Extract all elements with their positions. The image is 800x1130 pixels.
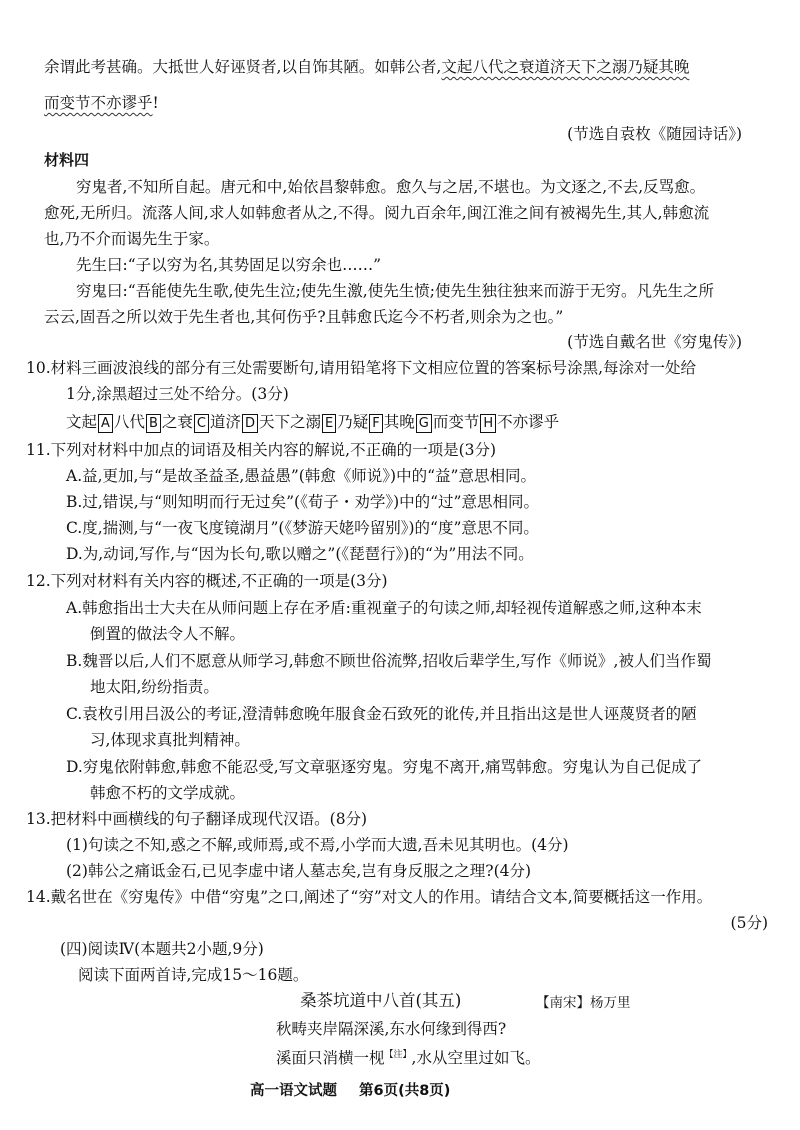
- q12-option-d-l2: 韩愈不朽的文学成就。: [90, 784, 246, 802]
- q12-option-b-l1: B.魏晋以后,人们不愿意从师学习,韩愈不顾世俗流弊,招收后辈学生,写作《师说》,被人们当作蜀: [66, 652, 712, 670]
- q11-option-c: C.度,揣测,与“一夜飞度镜湖月”(《梦游天姥吟留别》)的“度”意思不同。: [66, 519, 539, 537]
- answer-box-a[interactable]: A: [98, 414, 113, 433]
- material4-p3-l2: 云云,固吾之所以效于先生者也,其何伤乎?且韩愈氏迄今不朽者,则余为之也。”: [44, 308, 564, 326]
- q13-sentence-1: (1)句读之不知,惑之不解,或师焉,或不焉,小学而大遗,吾未见其明也。(4分): [66, 836, 569, 854]
- footer-exam-name: 高一语文试题: [250, 1083, 337, 1099]
- poem-line-2: 溪面只消横一枧$^{【注】}$,水从空里过如飞。: [276, 1049, 541, 1068]
- q13-stem: 13.把材料中画横线的句子翻译成现代汉语。(8分): [26, 810, 368, 828]
- q12-stem: 12.下列对材料有关内容的概述,不正确的一项是(3分): [26, 572, 388, 590]
- material4-p1-l1: 穷鬼者,不知所自起。唐元和中,始依昌黎韩愈。愈久与之居,不堪也。为文逐之,不去,反骂愈。: [76, 178, 706, 196]
- q11-stem: 11.下列对材料中加点的词语及相关内容的解说,不正确的一项是(3分): [26, 441, 497, 459]
- q13-sentence-2: (2)韩公之痛诋金石,已见李虚中诸人墓志矣,岂有身反服之之理?(4分): [66, 862, 532, 880]
- wavy-line-part2: 而变节不亦谬乎: [44, 94, 153, 112]
- q10-answer-row: 文起 A 八代 B 之衰 C 道济 D 天下之溺 E 乃疑 F 其晚 G 而变节 H 不亦谬乎: [66, 413, 560, 431]
- wavy-line-part1: 文起八代之衰道济天下之溺乃疑其晚: [441, 58, 690, 76]
- q11-option-b: B.过,错误,与“则知明而行无过矣”(《荀子・劝学》)中的“过”意思相同。: [66, 493, 539, 511]
- material4-p1-l3: 也,乃不介而谒先生于家。: [44, 230, 220, 248]
- material4-p2: 先生曰:“子以穷为名,其势固足以穷余也……”: [76, 256, 381, 274]
- poem-title: 桑茶坑道中八首(其五): [300, 991, 462, 1010]
- q11-option-a: A.益,更加,与“是故圣益圣,愚益愚”(韩愈《师说》)中的“益”意思相同。: [66, 467, 536, 485]
- section4-title: (四)阅读Ⅳ(本题共2小题,9分): [60, 940, 264, 958]
- poem-author: 【南宋】杨万里: [536, 995, 631, 1011]
- q12-option-c-l1: C.袁枚引用吕汲公的考证,澄清韩愈晚年服食金石致死的讹传,并且指出这是世人诬蔑贤者的陋: [66, 705, 697, 723]
- q12-option-a-l2: 倒置的做法令人不解。: [90, 625, 246, 643]
- q10-stem-l2: 1分,涂黑超过三处不给分。(3分): [66, 385, 289, 403]
- answer-box-h[interactable]: H: [480, 414, 496, 433]
- material3-tail-line1: 余谓此考甚确。大抵世人好诬贤者,以自饰其陋。如韩公者,文起八代之衰道济天下之溺乃疑其晚: [44, 58, 690, 76]
- q12-option-c-l2: 习,体现求真批判精神。: [90, 731, 250, 749]
- poem-note-marker: 【注】: [384, 1050, 412, 1060]
- answer-box-f[interactable]: F: [369, 414, 382, 433]
- material4-p1-l2: 愈死,无所归。流落人间,求人如韩愈者从之,不得。阅九百余年,闽江淮之间有被褐先生,其人,韩愈流: [44, 204, 710, 222]
- answer-box-c[interactable]: C: [194, 414, 209, 433]
- answer-box-e[interactable]: E: [322, 414, 336, 433]
- footer: [250, 1080, 770, 1102]
- material3-source: (节选自袁枚《随园诗话》): [567, 125, 742, 143]
- answer-box-g[interactable]: G: [416, 414, 432, 433]
- material3-tail-line2: 而变节不亦谬乎!: [44, 94, 159, 112]
- q11-option-d: D.为,动词,写作,与“因为长句,歌以赠之”(《琵琶行》)的“为”用法不同。: [66, 545, 534, 563]
- answer-box-d[interactable]: D: [242, 414, 258, 433]
- poem-line-1: 秋畴夹岸隔深溪,东水何缘到得西?: [276, 1020, 507, 1038]
- q10-stem-l1: 10.材料三画波浪线的部分有三处需要断句,请用铅笔将下文相应位置的答案标号涂黑,每涂对一处给: [26, 359, 697, 377]
- footer-page-number: 第6页(共8页): [359, 1083, 451, 1099]
- q12-option-a-l1: A.韩愈指出士大夫在从师问题上存在矛盾:重视童子的句读之师,却轻视传道解惑之师,这种本末: [66, 599, 702, 617]
- q12-option-d-l1: D.穷鬼依附韩愈,韩愈不能忍受,写文章驱逐穷鬼。穷鬼不离开,痛骂韩愈。穷鬼认为自己促成了: [66, 758, 703, 776]
- material4-heading: 材料四: [44, 151, 90, 169]
- answer-box-b[interactable]: B: [146, 414, 161, 433]
- material4-p3-l1: 穷鬼曰:“吾能使先生歌,使先生泣;使先生激,使先生愤;使先生独往独来而游于无穷。凡先生之所: [76, 282, 714, 300]
- q12-option-b-l2: 地太阳,纷纷指责。: [90, 678, 219, 696]
- section4-instructions: 阅读下面两首诗,完成15～16题。: [78, 966, 309, 984]
- q14-stem: 14.戴名世在《穷鬼传》中借“穷鬼”之口,阐述了“穷”对文人的作用。请结合文本,简要概括这一作用。: [26, 888, 713, 906]
- material4-source: (节选自戴名世《穷鬼传》): [567, 333, 742, 351]
- q14-score: (5分): [730, 914, 768, 932]
